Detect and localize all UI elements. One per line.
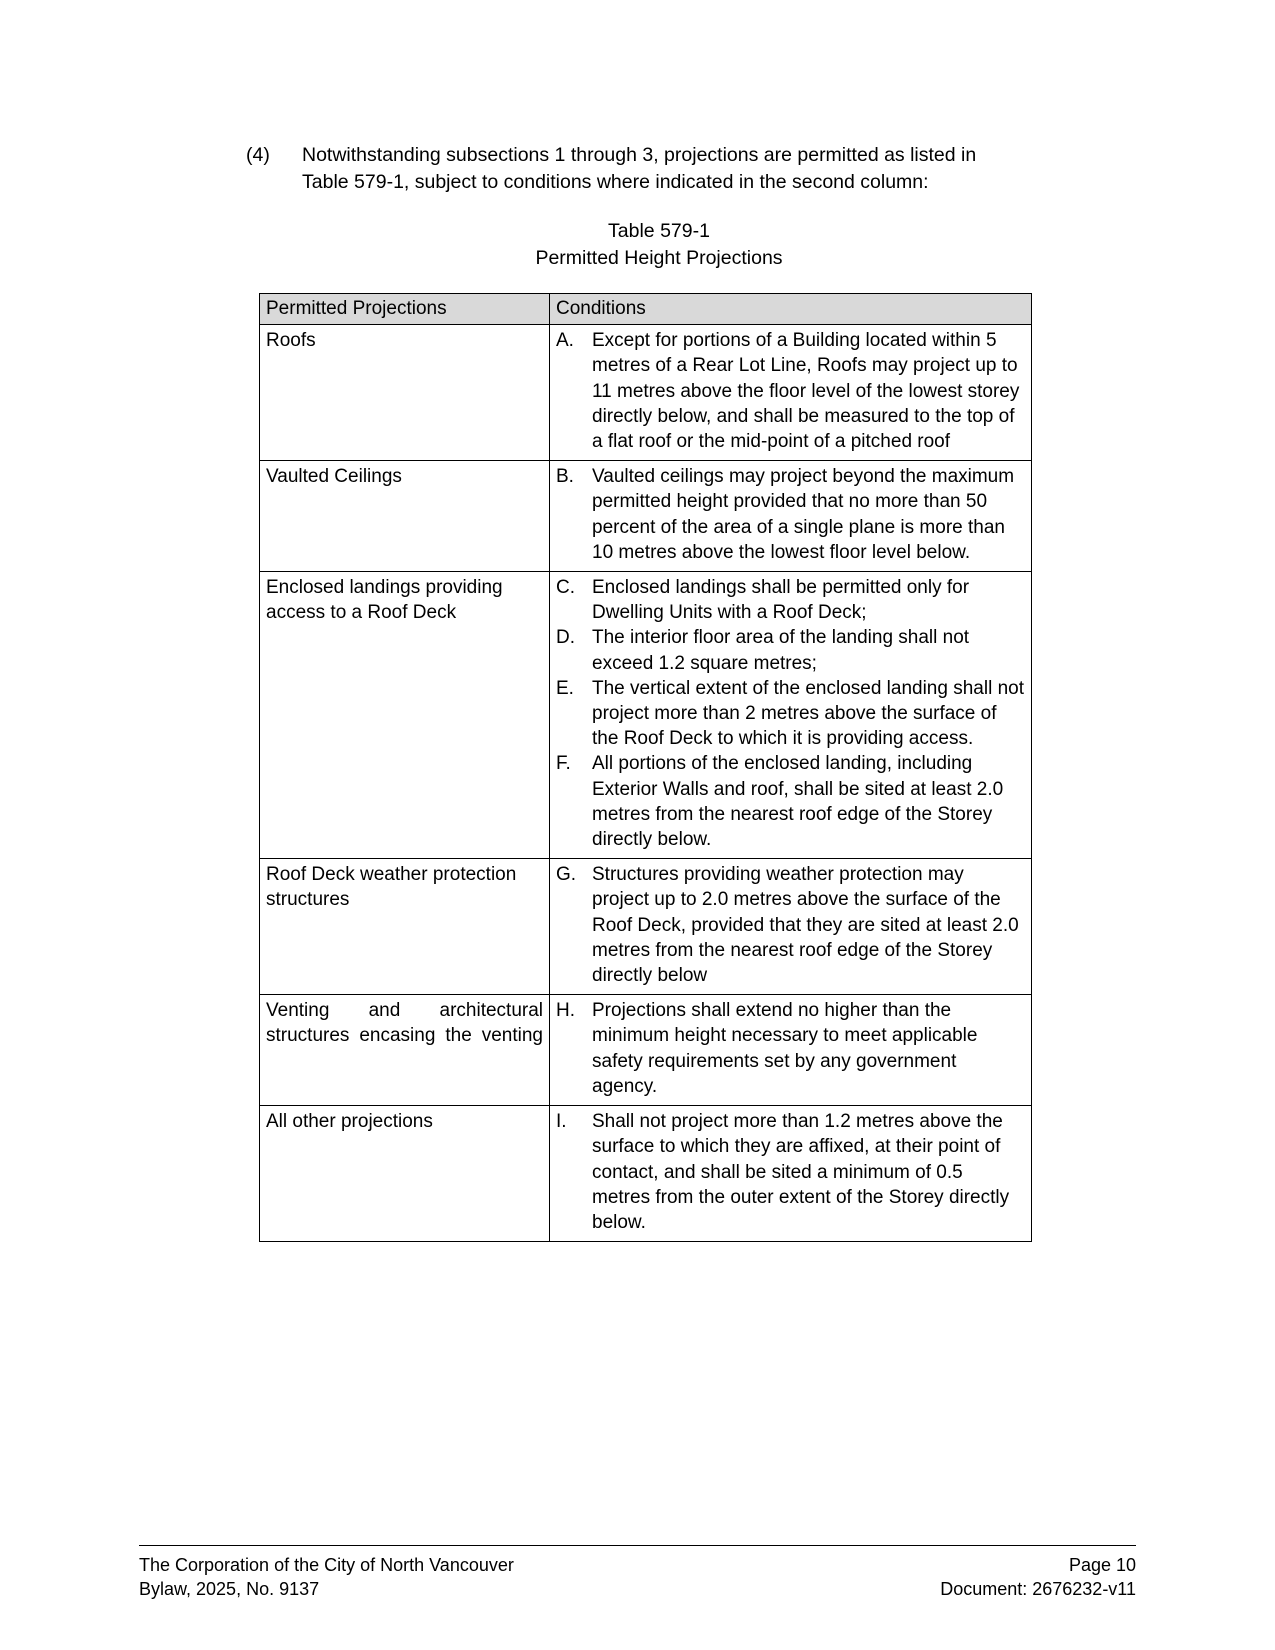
condition-marker: C. bbox=[556, 577, 575, 599]
column-header-permitted-projections: Permitted Projections bbox=[260, 294, 550, 325]
table-row bbox=[260, 461, 1032, 572]
table-caption bbox=[246, 218, 1072, 272]
conditions-list bbox=[556, 1109, 1025, 1235]
projection-label: Venting and architectural structures encasing the venting bbox=[266, 1000, 543, 1047]
condition-marker: F. bbox=[556, 753, 571, 775]
column-header-conditions: Conditions bbox=[550, 294, 1032, 325]
condition-text: The vertical extent of the enclosed landing shall not project more than 2 metres above the surface of the Roof Deck to which it is providing access. bbox=[592, 677, 1024, 750]
cell-conditions bbox=[550, 461, 1032, 572]
projection-label: Vaulted Ceilings bbox=[266, 466, 402, 488]
table-row bbox=[260, 859, 1032, 995]
condition-text: Except for portions of a Building located within 5 metres of a Rear Lot Line, Roofs may project up to 11 metres above the floor level of the lowest storey directly below, and shall be measured to the top of a flat roof or the mid-point of a pitched roof bbox=[592, 330, 1020, 453]
condition-text: Vaulted ceilings may project beyond the maximum permitted height provided that no more than 50 percent of the area of a single plane is more than 10 metres above the lowest floor level below. bbox=[592, 466, 1015, 563]
footer-divider bbox=[139, 1545, 1136, 1546]
condition-item bbox=[556, 1109, 1025, 1235]
cell-permitted-projection bbox=[260, 461, 550, 572]
condition-marker: A. bbox=[556, 330, 574, 352]
conditions-list bbox=[556, 575, 1025, 852]
cell-conditions bbox=[550, 1106, 1032, 1242]
page-footer bbox=[139, 1545, 1136, 1601]
condition-item bbox=[556, 575, 1025, 625]
cell-conditions bbox=[550, 572, 1032, 859]
table-caption-title: Permitted Height Projections bbox=[535, 247, 783, 269]
condition-item bbox=[556, 625, 1025, 675]
cell-conditions bbox=[550, 325, 1032, 461]
projection-label: All other projections bbox=[266, 1111, 433, 1133]
footer-corporation-name: The Corporation of the City of North Vancouver bbox=[139, 1555, 514, 1575]
condition-item bbox=[556, 998, 1025, 1099]
conditions-list bbox=[556, 998, 1025, 1099]
condition-item bbox=[556, 751, 1025, 852]
condition-marker: H. bbox=[556, 1000, 575, 1022]
condition-marker: I. bbox=[556, 1111, 567, 1133]
conditions-list bbox=[556, 328, 1025, 454]
condition-text: All portions of the enclosed landing, including Exterior Walls and roof, shall be sited at least 2.0 metres from the nearest roof edge of the Storey directly below. bbox=[592, 753, 1004, 851]
footer-columns bbox=[139, 1553, 1136, 1601]
condition-marker: G. bbox=[556, 864, 577, 886]
condition-item bbox=[556, 464, 1025, 565]
condition-text: Structures providing weather protection may project up to 2.0 metres above the surface of the Roof Deck, provided that they are sited at least 2.0 metres from the nearest roof edge of the Storey directly below bbox=[592, 864, 1019, 987]
clause-number: (4) bbox=[246, 144, 270, 166]
condition-item bbox=[556, 328, 1025, 454]
table-header-row bbox=[260, 294, 1032, 325]
table-row bbox=[260, 325, 1032, 461]
footer-right-block bbox=[940, 1553, 1136, 1601]
condition-text: The interior floor area of the landing shall not exceed 1.2 square metres; bbox=[592, 627, 970, 674]
table-caption-number: Table 579-1 bbox=[608, 220, 710, 242]
cell-permitted-projection bbox=[260, 572, 550, 859]
footer-page-number: Page 10 bbox=[1068, 1555, 1136, 1575]
condition-marker: B. bbox=[556, 466, 574, 488]
condition-text: Shall not project more than 1.2 metres above the surface to which they are affixed, at their point of contact, and shall be sited a minimum of 0.5 metres from the outer extent of the Storey directly below. bbox=[592, 1111, 1010, 1233]
condition-text: Projections shall extend no higher than the minimum height necessary to meet applicable safety requirements set by any government agency. bbox=[592, 1000, 978, 1097]
condition-item bbox=[556, 676, 1025, 752]
footer-document-id: Document: 2676232-v11 bbox=[940, 1579, 1136, 1599]
condition-item bbox=[556, 862, 1025, 988]
cell-conditions bbox=[550, 995, 1032, 1106]
condition-marker: E. bbox=[556, 677, 574, 699]
cell-permitted-projection bbox=[260, 1106, 550, 1242]
clause-text bbox=[302, 142, 1072, 196]
condition-text: Enclosed landings shall be permitted only for Dwelling Units with a Roof Deck; bbox=[592, 577, 970, 624]
table-row bbox=[260, 572, 1032, 859]
permitted-height-projections-table bbox=[259, 293, 1032, 1242]
conditions-list bbox=[556, 464, 1025, 565]
table-row bbox=[260, 1106, 1032, 1242]
condition-marker: D. bbox=[556, 627, 575, 649]
table-head bbox=[260, 294, 1032, 325]
footer-left-block bbox=[139, 1553, 514, 1601]
cell-permitted-projection bbox=[260, 859, 550, 995]
permitted-height-projections-table-wrapper bbox=[259, 293, 1031, 1242]
projection-label: Roofs bbox=[266, 330, 316, 352]
footer-bylaw-reference: Bylaw, 2025, No. 9137 bbox=[139, 1579, 320, 1599]
table-row bbox=[260, 995, 1032, 1106]
clause-paragraph bbox=[246, 142, 1072, 196]
cell-permitted-projection bbox=[260, 995, 550, 1106]
cell-conditions bbox=[550, 859, 1032, 995]
cell-permitted-projection bbox=[260, 325, 550, 461]
conditions-list bbox=[556, 862, 1025, 988]
table-body bbox=[260, 325, 1032, 1242]
clause-text-line-2: Table 579-1, subject to conditions where indicated in the second column: bbox=[302, 171, 929, 193]
projection-label: Roof Deck weather protection structures bbox=[266, 864, 517, 911]
projection-label: Enclosed landings providing access to a Roof Deck bbox=[266, 577, 503, 624]
clause-text-line-1: Notwithstanding subsections 1 through 3, projections are permitted as listed in bbox=[302, 144, 977, 166]
